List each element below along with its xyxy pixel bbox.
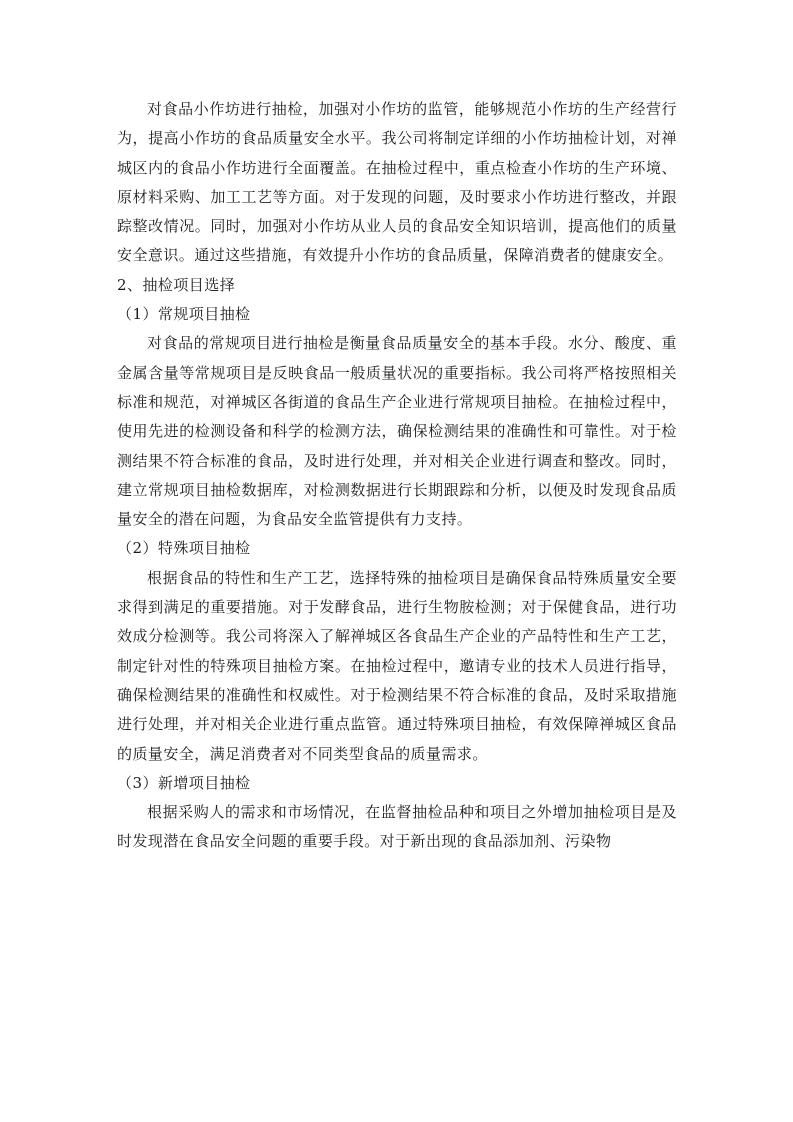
paragraph-small-workshop-inspection: 对食品小作坊进行抽检，加强对小作坊的监管，能够规范小作坊的生产经营行为，提高小作坊的食品质量安全水平。我公司将制定详细的小作坊抽检计划，对禅城区内的食品小作坊进行全面覆盖。在抽检过程中，重点检查小作坊的生产环境、原材料采购、加工工艺等方面。对于发现的问题，及时要求小作坊进行整改，并跟踪整改情况。同时，加强对小作坊从业人员的食品安全知识培训，提高他们的质量安全意识。通过这些措施，有效提升小作坊的食品质量，保障消费者的健康安全。 [117, 100, 677, 265]
subheading-new-items: （3）新增项目抽检 [117, 773, 251, 792]
paragraph-routine-items: 对食品的常规项目进行抽检是衡量食品质量安全的基本手段。水分、酸度、重金属含量等常规项目是反映食品一般质量状况的重要指标。我公司将严格按照相关标准和规范，对禅城区各街道的食品生产企业进行常规项目抽检。在抽检过程中，使用先进的检测设备和科学的检测方法，确保检测结果的准确性和可靠性。对于检测结果不符合标准的食品，及时进行处理，并对相关企业进行调查和整改。同时，建立常规项目抽检数据库，对检测数据进行长期跟踪和分析，以便及时发现食品质量安全的潜在问题，为食品安全监管提供有力支持。 [117, 334, 677, 529]
paragraph-special-items: 根据食品的特性和生产工艺，选择特殊的抽检项目是确保食品特殊质量安全要求得到满足的重要措施。对于发酵食品，进行生物胺检测；对于保健食品，进行功效成分检测等。我公司将深入了解禅城区各食品生产企业的产品特性和生产工艺，制定针对性的特殊项目抽检方案。在抽检过程中，邀请专业的技术人员进行指导，确保检测结果的准确性和权威性。对于检测结果不符合标准的食品，及时采取措施进行处理，并对相关企业进行重点监管。通过特殊项目抽检，有效保障禅城区食品的质量安全，满足消费者对不同类型食品的质量需求。 [117, 568, 677, 763]
subheading-routine-items: （1）常规项目抽检 [117, 305, 251, 324]
section-heading-inspection-item-selection: 2、抽检项目选择 [117, 275, 236, 294]
paragraph-new-items: 根据采购人的需求和市场情况，在监督抽检品种和项目之外增加抽检项目是及时发现潜在食品安全问题的重要手段。对于新出现的食品添加剂、污染物 [117, 803, 677, 851]
subheading-special-items: （2）特殊项目抽检 [117, 539, 251, 558]
document-body [117, 95, 677, 857]
